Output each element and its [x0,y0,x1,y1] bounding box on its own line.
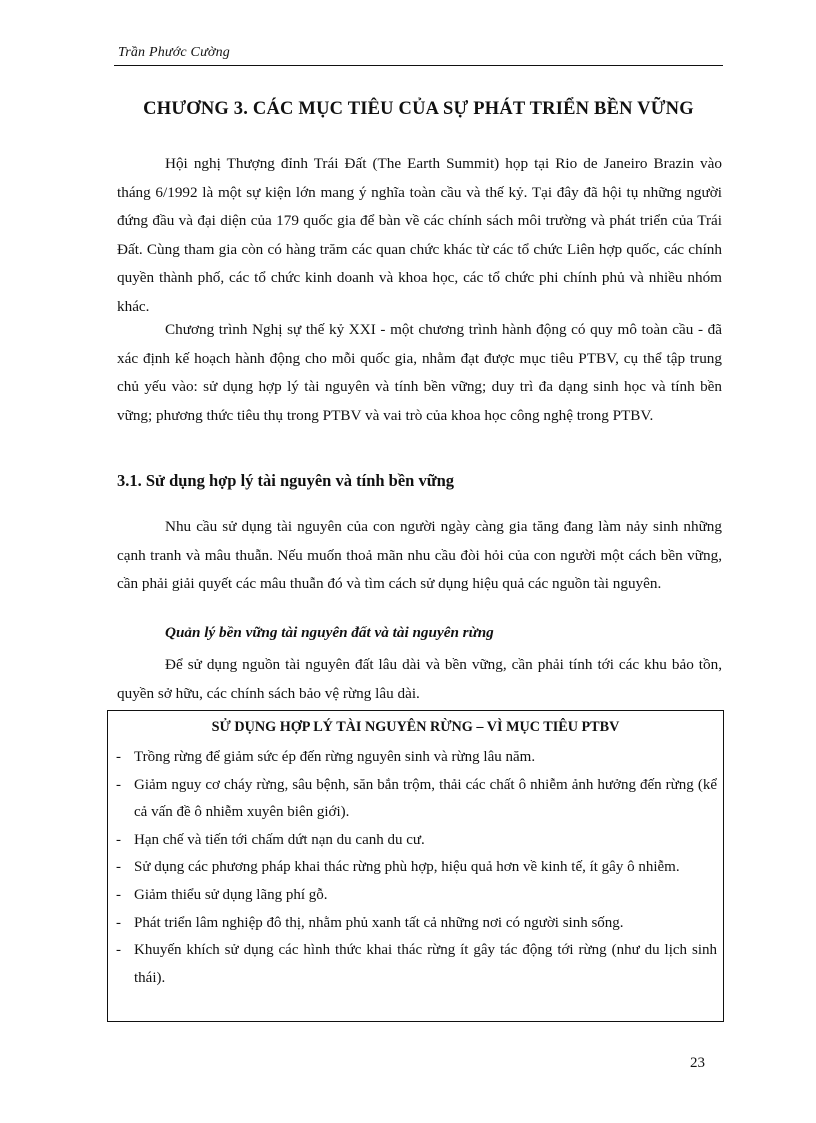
section-heading: 3.1. Sử dụng hợp lý tài nguyên và tính bền vững [117,471,455,490]
bullet-dash: - [116,749,121,765]
list-item-text: Sử dụng các phương pháp khai thác rừng phù hợp, hiệu quả hơn về kinh tế, ít gây ô nhiễm. [134,859,680,876]
list-item [116,937,717,992]
paragraph-text: Hội nghị Thượng đỉnh Trái Đất (The Earth Summit) họp tại Rio de Janeiro Brazin vào tháng 6/1992 là một sự kiện lớn mang ý nghĩa toàn cầu và thế kỷ. Tại đây đã hội tụ những người đứng đầu và đại diện của 179 quốc gia để bàn về các chính sách môi trường và phát triển của Trái Đất. Cùng tham gia còn có hàng trăm các quan chức khác từ các tổ chức Liên hợp quốc, các chính quyền thành phố, các tổ chức kinh doanh và khoa học, các tổ chức phi chính phủ và nhiều nhóm khác. [117,155,722,315]
list-item [116,744,717,772]
list-item-text: Khuyến khích sử dụng các hình thức khai thác rừng ít gây tác động tới rừng (như du lịch sinh thái). [134,942,717,986]
subsection-heading: Quản lý bền vững tài nguyên đất và tài nguyên rừng [165,624,494,641]
list-item [116,882,717,910]
list-item [116,827,717,855]
bullet-dash: - [116,914,121,931]
chapter-title: CHƯƠNG 3. CÁC MỤC TIÊU CỦA SỰ PHÁT TRIỂN BỀN VỮNG [143,99,694,119]
info-box-list [116,744,717,992]
list-item-text: Trồng rừng để giảm sức ép đến rừng nguyên sinh và rừng lâu năm. [134,749,536,765]
paragraph-text: Chương trình Nghị sự thế kỷ XXI - một chương trình hành động có quy mô toàn cầu - đã xác định kế hoạch hành động cho mỗi quốc gia, nhằm đạt được mục tiêu PTBV, cụ thể tập trung chủ yếu vào: sử dụng hợp lý tài nguyên và tính bền vững; duy trì đa dạng sinh học và tính bền vững; phương thức tiêu thụ trong PTBV và vai trò của khoa học công nghệ trong PTBV. [117,321,722,424]
bullet-dash: - [116,859,121,876]
paragraph-text: Để sử dụng nguồn tài nguyên đất lâu dài và bền vững, cần phải tính tới các khu bảo tồn, quyền sở hữu, các chính sách bảo vệ rừng lâu dài. [117,656,722,702]
header-author: Trần Phước Cường [118,45,230,60]
bullet-dash: - [116,776,121,793]
list-item-text: Phát triển lâm nghiệp đô thị, nhằm phủ xanh tất cả những nơi có người sinh sống. [134,914,624,931]
section-paragraph [117,513,722,599]
bullet-dash: - [116,831,121,848]
bullet-dash: - [116,886,121,903]
list-item [116,772,717,827]
bullet-dash: - [116,942,121,959]
list-item-text: Giảm thiểu sử dụng lãng phí gỗ. [134,886,328,903]
info-box-title: SỬ DỤNG HỢP LÝ TÀI NGUYÊN RỪNG – VÌ MỤC TIÊU PTBV [211,719,620,735]
page-number: 23 [690,1055,705,1071]
header-divider [114,65,723,66]
intro-paragraph-2 [117,316,722,430]
list-item-text: Giảm nguy cơ cháy rừng, sâu bệnh, săn bắn trộm, thải các chất ô nhiễm ảnh hưởng đến rừng (kể cả vấn đề ô nhiễm xuyên biên giới). [134,776,717,821]
list-item [116,854,717,882]
info-box [107,710,724,1022]
list-item-text: Hạn chế và tiến tới chấm dứt nạn du canh du cư. [134,831,425,848]
subsection-paragraph [117,651,722,708]
paragraph-text: Nhu cầu sử dụng tài nguyên của con người ngày càng gia tăng đang làm nảy sinh những cạnh tranh và mâu thuẫn. Nếu muốn thoả mãn nhu cầu đòi hỏi của con người một cách bền vững, cần phải giải quyết các mâu thuẫn đó và tìm cách sử dụng hiệu quả các nguồn tài nguyên. [117,518,722,592]
list-item [116,910,717,938]
intro-paragraph-1 [117,150,722,321]
